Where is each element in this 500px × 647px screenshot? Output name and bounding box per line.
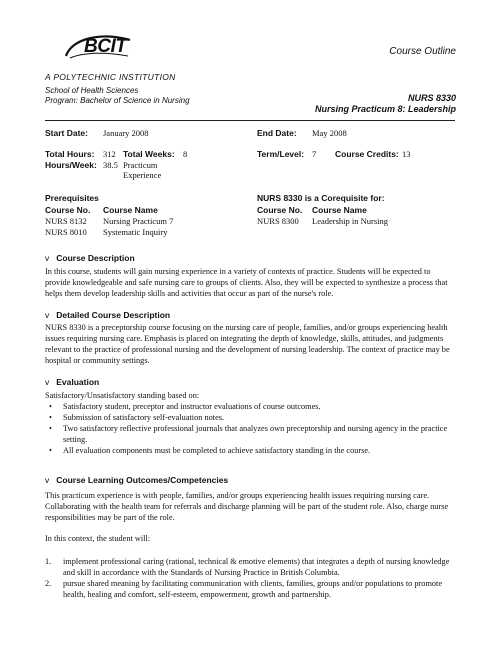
credits-value: 13 xyxy=(402,149,411,159)
section-heading-description xyxy=(45,253,135,263)
course-heading xyxy=(315,93,456,115)
course-description-text: In this course, students will gain nursing experience in a variety of contexts of practice. Students will be expected to provide knowledgeable and safe nursing care to groups of clients. Also, they will be expected to synthesize a process that helps them develop leadership skills and activities that occur as part of the nurse's role. xyxy=(45,267,448,298)
section-title: Detailed Course Description xyxy=(56,310,171,320)
outcomes-lead: In this context, the student will: xyxy=(45,534,151,543)
prereq-col-course-name: Course Name xyxy=(103,205,158,215)
section-heading-detailed xyxy=(45,310,170,320)
prereq-col-course-no: Course No. xyxy=(45,205,91,215)
term-label: Term/Level: xyxy=(257,149,305,159)
section-heading-evaluation xyxy=(45,377,99,387)
list-item: • All evaluation components must be completed to achieve satisfactory standing in the course. xyxy=(45,445,457,456)
hours-week-note-line1: Practicum xyxy=(123,160,158,170)
list-item-number: 2. xyxy=(45,579,52,588)
prerequisites-heading: Prerequisites xyxy=(45,193,99,203)
total-weeks-label: Total Weeks: xyxy=(123,149,175,159)
end-date-value: May 2008 xyxy=(312,128,347,138)
hours-week-note-line2: Experience xyxy=(123,170,162,180)
evaluation-block xyxy=(45,390,457,456)
detailed-description-text: NURS 8330 is a preceptorship course focusing on the nursing care of people, families, and/or groups experiencing health issues requiring nursing care. Emphasis is placed on integrating the depth of knowledge, skills, attitudes, and judgments relevant to the practice of professional nursing and the development of nursing leadership. The context of practice may be hospital or community settings. xyxy=(45,323,450,365)
outcomes-text: This practicum experience is with people, families, and/or groups experiencing health issues requiring nursing care. Collaborating with the health team for referrals and discharge planning will be part of the student role. Also, charge nurse responsibilities may be part of the role. xyxy=(45,491,449,522)
corequisite-heading: NURS 8330 is a Corequisite for: xyxy=(257,193,385,203)
coreq-col-course-no: Course No. xyxy=(257,205,303,215)
prereq-row-no: NURS 8010 xyxy=(45,227,87,237)
prereq-row-name: Systematic Inquiry xyxy=(103,227,168,237)
start-date-value: January 2008 xyxy=(103,128,149,138)
hours-week-value: 38.5 xyxy=(103,160,118,170)
prereq-row-name: Nursing Practicum 7 xyxy=(103,216,174,226)
course-title: Nursing Practicum 8: Leadership xyxy=(314,104,456,114)
hours-week-note xyxy=(123,160,161,180)
section-bullet-icon: v xyxy=(45,475,50,485)
list-item-text: implement professional caring (rational, technical & emotive elements) that integrates a depth of nursing knowledge and skill in accordance with the Standards of Nursing Practice in British Columbia. xyxy=(63,557,450,577)
bcit-logo xyxy=(62,34,134,60)
course-code: NURS 8330 xyxy=(407,93,456,103)
evaluation-intro: Satisfactory/Unsatisfactory standing based on: xyxy=(45,391,200,400)
list-item-text: pursue shared meaning by facilitating communication with clients, families, groups and/or populations to promote health, healing and comfort, self-esteem, empowerment, growth and partnership. xyxy=(63,579,443,599)
section-title: Course Description xyxy=(56,253,135,263)
section-title: Evaluation xyxy=(56,377,100,387)
program-name: Program: Bachelor of Science in Nursing xyxy=(45,96,190,105)
section-bullet-icon: v xyxy=(45,253,50,263)
end-date-label: End Date: xyxy=(257,128,297,138)
section-bullet-icon: v xyxy=(45,310,50,320)
list-item xyxy=(45,578,457,600)
institution-tagline: A POLYTECHNIC INSTITUTION xyxy=(45,72,176,82)
outcomes-list xyxy=(45,556,457,600)
list-item: • Submission of satisfactory self-evaluation notes. xyxy=(45,412,457,423)
coreq-col-course-name: Course Name xyxy=(312,205,367,215)
term-value: 7 xyxy=(312,149,317,159)
header-divider xyxy=(45,120,455,121)
coreq-row-name: Leadership in Nursing xyxy=(312,216,389,226)
school-name: School of Health Sciences xyxy=(45,86,139,95)
total-weeks-value: 8 xyxy=(183,149,188,159)
list-item xyxy=(45,556,457,578)
prereq-row-no: NURS 8132 xyxy=(45,216,87,226)
section-heading-outcomes xyxy=(45,475,228,485)
credits-label: Course Credits: xyxy=(335,149,399,159)
total-hours-label: Total Hours: xyxy=(45,149,95,159)
list-item: • Satisfactory student, preceptor and instructor evaluations of course outcomes. xyxy=(45,401,457,412)
section-bullet-icon: v xyxy=(45,377,50,387)
list-item-number: 1. xyxy=(45,557,52,566)
document-type: Course Outline xyxy=(389,46,456,57)
section-title: Course Learning Outcomes/Competencies xyxy=(56,475,229,485)
start-date-label: Start Date: xyxy=(45,128,88,138)
list-item: • Two satisfactory reflective professional journals that analyzes own preceptorship and nursing agency in the practice setting. xyxy=(45,423,457,445)
total-hours-value: 312 xyxy=(103,149,116,159)
hours-week-label: Hours/Week: xyxy=(45,160,97,170)
logo-text: BCIT xyxy=(84,36,127,57)
evaluation-list xyxy=(45,401,457,456)
school-program xyxy=(45,86,190,106)
coreq-row-no: NURS 8300 xyxy=(257,216,299,226)
